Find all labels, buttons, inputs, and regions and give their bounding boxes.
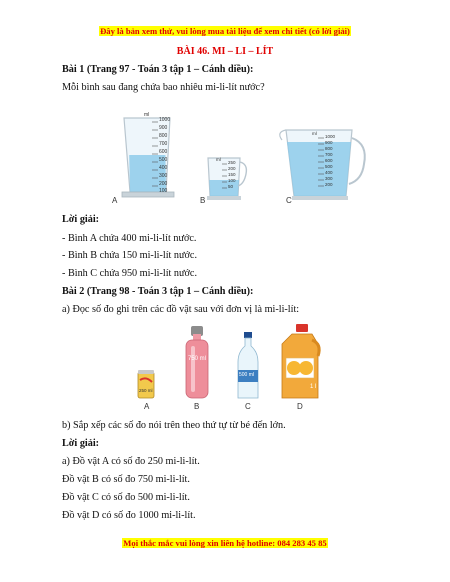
beakers-figure	[100, 100, 380, 210]
tick-label: 700	[159, 141, 168, 147]
tick-label: 100	[159, 188, 168, 194]
tick-label: 400	[159, 165, 168, 171]
ex1-answer-b: - Bình B chứa 150 mi-li-lít nước.	[62, 250, 197, 261]
jug-d-text: 1 l	[310, 384, 317, 390]
tick-label: 1000	[325, 134, 336, 139]
beaker-b-label: B	[200, 196, 206, 205]
ex2-answer-d: Đồ vật D có số đo 1000 mi-li-lít.	[62, 510, 196, 521]
ex1-answer-a: - Bình A chứa 400 mi-li-lít nước.	[62, 233, 197, 244]
bottle-b	[186, 326, 208, 398]
beaker-c	[280, 130, 365, 200]
tick-label: 400	[325, 170, 333, 175]
tick-label: 800	[159, 133, 168, 139]
tick-label: 900	[159, 125, 168, 131]
ex2-answer-c: Đồ vật C có số đo 500 mi-li-lít.	[62, 492, 190, 503]
containers-figure	[130, 320, 330, 416]
ex1-solution-heading: Lời giải:	[62, 214, 100, 225]
hotline-banner: Mọi thắc mắc vui lòng xin liên hệ hotline: 084 283 45 85	[123, 538, 327, 548]
beaker-b	[207, 158, 246, 200]
tick-label: 1000	[159, 117, 171, 123]
tick-label: 150	[228, 172, 236, 177]
ex2-question-a: a) Đọc số đo ghi trên các đồ vật sau với đơn vị là mi-li-lít:	[62, 304, 300, 315]
tick-label: 300	[325, 176, 333, 181]
lesson-title: BÀI 46. MI – LI – LÍT	[176, 46, 274, 57]
ex2-question-b: b) Sắp xếp các số đo nói trên theo thứ tự từ bé đến lớn.	[62, 420, 286, 431]
tick-label: 200	[325, 182, 333, 187]
beaker-a-unit: ml	[144, 112, 150, 118]
container-b-label: B	[194, 402, 200, 411]
ex2-answer-b: Đồ vật B có số đo 750 mi-li-lít.	[62, 474, 190, 485]
beaker-b-unit: ml	[216, 157, 221, 162]
beaker-c-label: C	[286, 196, 292, 205]
container-c-label: C	[245, 402, 251, 411]
container-d-label: D	[297, 402, 303, 411]
tick-label: 600	[325, 158, 333, 163]
can-a	[138, 370, 154, 398]
ex1-question: Mỗi bình sau đang chứa bao nhiêu mi-li-lít nước?	[62, 82, 265, 93]
ex1-answer-c: - Bình C chứa 950 mi-li-lít nước.	[62, 268, 197, 279]
tick-label: 900	[325, 140, 333, 145]
tick-label: 100	[228, 178, 236, 183]
bottle-b-text: 750 ml	[188, 356, 207, 362]
ex2-heading: Bài 2 (Trang 98 - Toán 3 tập 1 – Cánh diều):	[62, 286, 254, 297]
tick-label: 500	[325, 164, 333, 169]
preview-banner: Đây là bản xem thử, vui lòng mua tài liệu để xem chi tiết (có lời giải)	[100, 26, 350, 36]
bottle-c	[238, 332, 258, 398]
tick-label: 500	[159, 157, 168, 163]
beaker-c-unit: ml	[312, 131, 317, 136]
can-a-text: 250 ml	[139, 388, 153, 393]
tick-label: 600	[159, 149, 168, 155]
ex2-solution-heading: Lời giải:	[62, 438, 100, 449]
container-a-label: A	[144, 402, 150, 411]
tick-label: 800	[325, 146, 333, 151]
beakers-illustration	[100, 100, 380, 210]
tick-label: 200	[228, 166, 236, 171]
ex1-heading: Bài 1 (Trang 97 - Toán 3 tập 1 – Cánh diều):	[62, 64, 254, 75]
tick-label: 50	[228, 184, 234, 189]
tick-label: 300	[159, 173, 168, 179]
ex2-answer-a: a) Đồ vật A có số đo 250 mi-li-lít.	[62, 456, 200, 467]
beaker-a-label: A	[112, 196, 118, 205]
bottle-c-text: 500 ml	[239, 372, 255, 378]
tick-label: 200	[159, 181, 168, 187]
tick-label: 700	[325, 152, 333, 157]
tick-label: 250	[228, 160, 236, 165]
